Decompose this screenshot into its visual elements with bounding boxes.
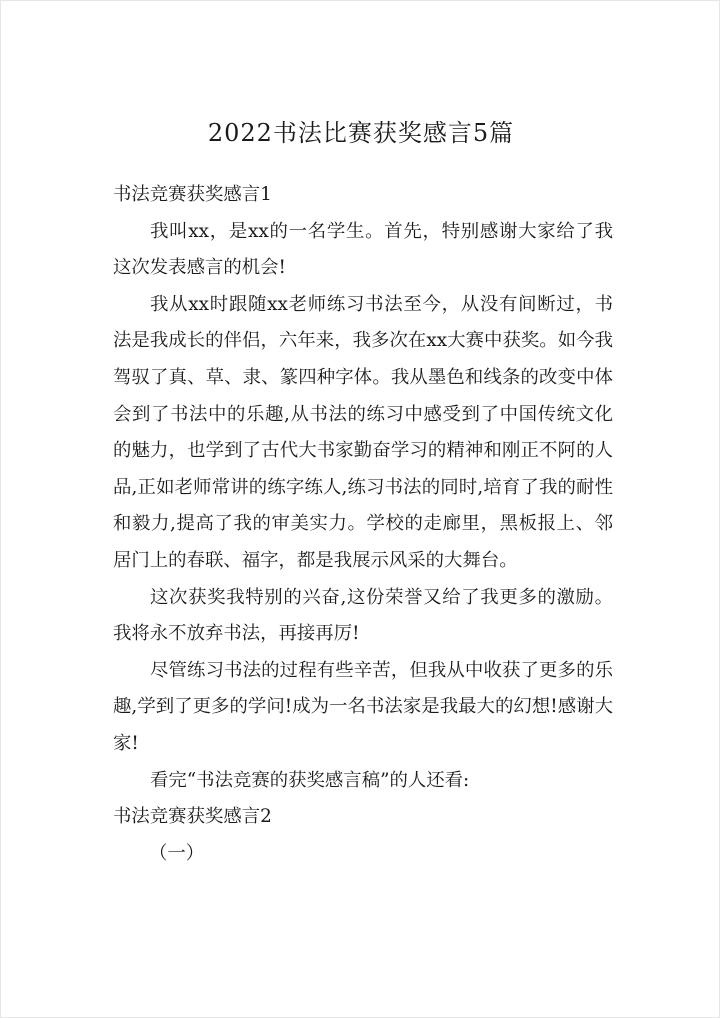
subsection-marker: （一） [149,842,205,864]
section-heading-2: 书法竞赛获奖感言2 [113,806,272,828]
paragraph-4: 尽管练习书法的过程有些辛苦，但我从中收获了更多的乐趣,学到了更多的学问!成为一名书法家是我最大的幻想!感谢大家! [113,659,613,754]
section-heading-1: 书法竞赛获奖感言1 [113,184,272,205]
paragraph-2: 我从xx时跟随xx老师练习书法至今，从没有间断过，书法是我成长的伴侣，六年来，我多次在xx大赛中获奖。如今我驾驭了真、草、隶、篆四种字体。我从墨色和线条的改变中体会到了书法中的乐趣,从书法的练习中感受到了中国传统文化的魅力，也学到了古代大书家勤奋学习的精神和刚正不阿的人品,正如老师常讲的练字练人,练习书法的同时,培育了我的耐性和毅力,提高了我的审美实力。学校的走廊里，黑板报上、邻居门上的春联、福字，都是我展示风采的大舞台。 [113,293,613,571]
paragraph-5: 看完“书法竞赛的获奖感言稿”的人还看: [150,769,470,791]
paragraph-1: 我叫xx，是xx的一名学生。首先，特别感谢大家给了我这次发表感言的机会! [113,220,613,279]
document-body [113,177,613,872]
document-title: 2022书法比赛获奖感言5篇 [207,119,515,147]
paragraph-3: 这次获奖我特别的兴奋,这份荣誉又给了我更多的激励。我将永不放弃书法，再接再厉! [113,586,613,645]
